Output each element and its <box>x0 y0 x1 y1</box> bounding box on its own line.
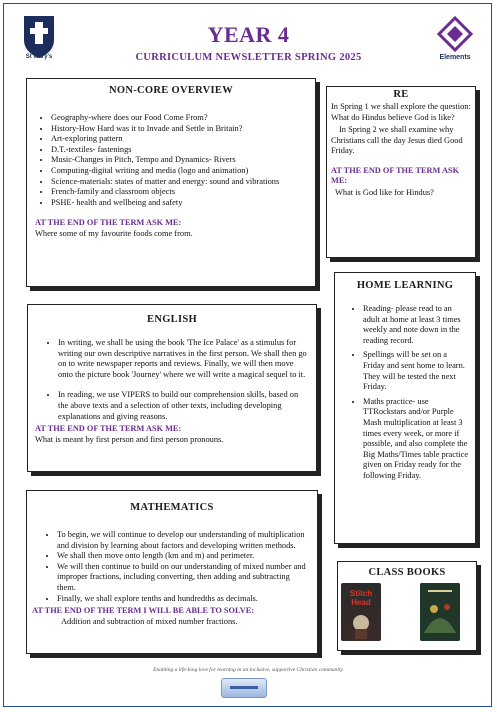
list-item: • Science-materials: states of matter and energy: sound and vibrations <box>51 177 315 188</box>
list-item: • To begin, we will continue to develop our understanding of multiplication and division by learning about factors and developing written methods. <box>57 530 309 551</box>
list-item: • In reading, we use VIPERS to build our comprehension skills, based on the above texts and a selection of other texts, including developing explanations and giving reasons. <box>58 390 308 422</box>
non-core-ask-text: Where some of my favourite foods come from. <box>35 229 193 239</box>
english-list <box>28 338 316 422</box>
footer-logo <box>221 678 267 698</box>
page-subtitle: CURRICULUM NEWSLETTER SPRING 2025 <box>135 52 362 63</box>
home-learning-panel <box>334 272 476 544</box>
list-item: • PSHE- health and wellbeing and safety <box>51 198 315 209</box>
maths-heading: MATHEMATICS <box>130 502 214 513</box>
maths-panel <box>26 490 318 654</box>
list-item: • D.T.-textiles- fastenings <box>51 145 315 156</box>
list-item: • Finally, we shall explore tenths and hundredths as decimals. <box>57 594 309 605</box>
re-para-1: In Spring 1 we shall explore the question: What do Hindus believe God is like? <box>331 102 471 122</box>
english-panel <box>27 304 317 472</box>
school-logo-text: St Mary's <box>25 54 53 60</box>
list-item: • In writing, we shall be using the book 'The Ice Palace' as a stimulus for writing our own descriptive narratives in the first person. We shall then go on to write newspaper reports and reviews. Finally, we will then move onto the picture book 'Journey' where we will write a magical sequel to it. <box>58 338 308 380</box>
trust-logo-text: Elements <box>439 54 471 61</box>
home-learning-heading: HOME LEARNING <box>356 280 454 291</box>
re-panel <box>326 86 476 258</box>
page-title: YEAR 4 <box>207 22 290 47</box>
list-item: • We will then continue to build on our understanding of mixed number and improper fractions, including converting, then adding and subtracting them. <box>57 562 309 594</box>
footer-motto: Enabling a life-long love for learning in an inclusive, supportive Christian community. <box>153 667 344 673</box>
class-books-panel <box>337 561 477 651</box>
list-item: • Spellings will be set on a Friday and sent home to learn. They will be tested the next Friday. <box>363 350 469 392</box>
list-item: • History-How Hard was it to Invade and Settle in Britain? <box>51 124 315 135</box>
re-ask-text: What is God like for Hindus? <box>335 187 434 197</box>
list-item: • We shall then move onto length (km and m) and perimeter. <box>57 551 309 562</box>
list-item: • Art-exploring pattern <box>51 134 315 145</box>
maths-list <box>27 530 317 604</box>
book-title: Stitch Head <box>349 589 373 607</box>
english-heading: ENGLISH <box>147 314 197 325</box>
list-item: • Music-Changes in Pitch, Tempo and Dynamics- Rivers <box>51 155 315 166</box>
english-ask-label: AT THE END OF THE TERM ASK ME: <box>35 424 182 434</box>
book-cover-2 <box>420 583 460 641</box>
class-books-heading: CLASS BOOKS <box>368 567 446 578</box>
maths-ask-text: Addition and subtraction of mixed number fractions. <box>61 617 238 627</box>
book-cover-stitch-head <box>341 583 381 641</box>
list-item: • Geography-where does our Food Come From? <box>51 113 315 124</box>
list-item: • Computing-digital writing and media (logo and animation) <box>51 166 315 177</box>
re-heading: RE <box>393 89 409 100</box>
list-item: • Maths practice- use TTRockstars and/or Purple Mash multiplication at least 3 times every week, or more if possible, and also complete the Big Maths/Times table practice given on Friday ready for the following Friday. <box>363 397 469 482</box>
non-core-list <box>27 113 315 208</box>
maths-ask-label: AT THE END OF THE TERM I WILL BE ABLE TO SOLVE: <box>32 606 255 616</box>
home-learning-list <box>335 304 475 482</box>
re-ask-label: AT THE END OF THE TERM ASK ME: <box>331 165 460 185</box>
list-item: • Reading- please read to an adult at home at least 3 times weekly and note down in the reading record. <box>363 304 469 346</box>
re-para-2: In Spring 2 we shall examine why Christians call the day Jesus died Good Friday. <box>331 125 463 156</box>
non-core-panel <box>26 78 316 287</box>
non-core-ask-label: AT THE END OF THE TERM ASK ME: <box>35 218 182 228</box>
english-ask-text: What is meant by first person and first person pronouns. <box>35 435 224 445</box>
non-core-heading: NON-CORE OVERVIEW <box>108 85 234 96</box>
list-item: • French-family and classroom objects <box>51 187 315 198</box>
